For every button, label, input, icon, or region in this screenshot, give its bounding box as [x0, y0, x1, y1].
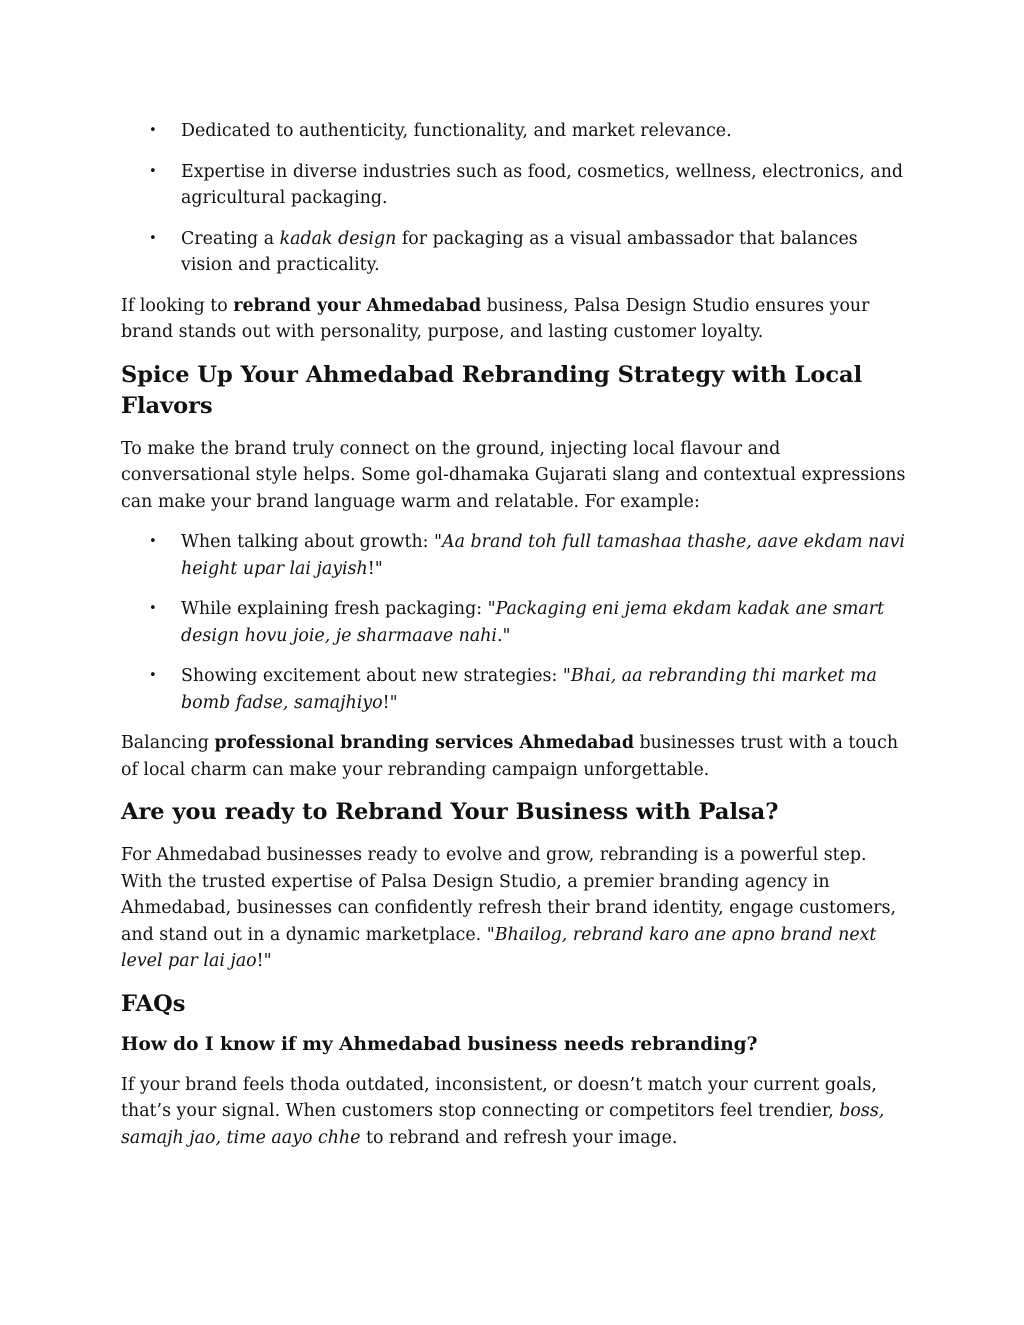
example-emphasis: Bhai, aa rebranding thi market ma bomb fadse, samajhiyo — [181, 666, 877, 713]
paragraph-text: business, Palsa Design Studio ensures your brand stands out with personality, purpose, and lasting customer loyalty. — [121, 295, 870, 342]
paragraph-text: !" — [256, 951, 272, 971]
example-text: !" — [367, 558, 383, 579]
example-text: ." — [497, 625, 511, 646]
ready-paragraph — [121, 842, 911, 975]
paragraph-text: businesses trust with a touch of local charm can make your rebranding campaign unforgettable. — [121, 733, 899, 780]
bullet-text: Creating a — [181, 228, 280, 249]
faqs-heading: FAQs — [121, 990, 186, 1017]
list-item — [121, 596, 911, 649]
bullet-text: Expertise in diverse industries such as food, cosmetics, wellness, electronics, and agricultural packaging. — [181, 161, 904, 208]
bullet-text: for packaging as a visual ambassador that balances vision and practicality. — [181, 228, 858, 275]
spice-closing-paragraph — [121, 730, 911, 783]
paragraph-bold: professional branding services Ahmedabad — [214, 733, 634, 753]
example-text: Showing excitement about new strategies: " — [181, 666, 571, 686]
paragraph-text: If your brand feels thoda outdated, inconsistent, or doesn’t match your current goals, that’s your signal. When customers stop connecting or competitors feel trendier, — [121, 1074, 877, 1121]
paragraph-text: to rebrand and refresh your image. — [360, 1127, 678, 1148]
paragraph-text: Balancing — [121, 733, 215, 753]
intro-bullet-list — [121, 118, 911, 279]
rebrand-paragraph — [121, 293, 911, 346]
example-emphasis: Aa brand toh full tamashaa thashe, aave ekdam navi height upar lai jayish — [181, 532, 905, 579]
bullet-emphasis: kadak design — [279, 228, 397, 249]
document-content — [121, 118, 911, 1151]
paragraph-bold: rebrand your Ahmedabad — [233, 295, 482, 316]
faq-question: How do I know if my Ahmedabad business needs rebranding? — [121, 1033, 758, 1055]
list-item — [121, 226, 911, 279]
spice-intro-paragraph: To make the brand truly connect on the ground, injecting local flavour and conversational style helps. Some gol-dhamaka Gujarati slang and contextual expressions can make your brand language warm and relatable. For example: — [121, 438, 906, 512]
list-item — [121, 118, 911, 145]
slang-example-list — [121, 529, 911, 716]
list-item — [121, 663, 911, 716]
section-heading-ready: Are you ready to Rebrand Your Business with Palsa? — [121, 799, 779, 825]
list-item — [121, 529, 911, 582]
faq-answer — [121, 1072, 911, 1152]
list-item — [121, 159, 911, 212]
paragraph-emphasis: Bhailog, rebrand karo ane apno brand next level par lai jao — [121, 924, 877, 971]
example-text: When talking about growth: " — [181, 532, 443, 552]
paragraph-text: If looking to — [121, 295, 234, 316]
example-emphasis: "Packaging eni jema ekdam kadak ane smart design hovu joie, je sharmaave nahi — [181, 599, 885, 646]
example-text: !" — [382, 692, 398, 713]
example-text: While explaining fresh packaging: — [181, 599, 488, 619]
paragraph-emphasis: boss, samajh jao, time aayo chhe — [121, 1101, 885, 1148]
bullet-text: Dedicated to authenticity, functionality, and market relevance. — [181, 121, 732, 141]
section-heading-spice: Spice Up Your Ahmedabad Rebranding Strategy with Local Flavors — [121, 361, 863, 419]
paragraph-text: For Ahmedabad businesses ready to evolve and grow, rebranding is a powerful step. With the trusted expertise of Palsa Design Studio, a premier branding agency in Ahmedabad, businesses can confidently refresh their brand identity, engage customers, and stand out in a dynamic marketplace. " — [121, 845, 896, 945]
